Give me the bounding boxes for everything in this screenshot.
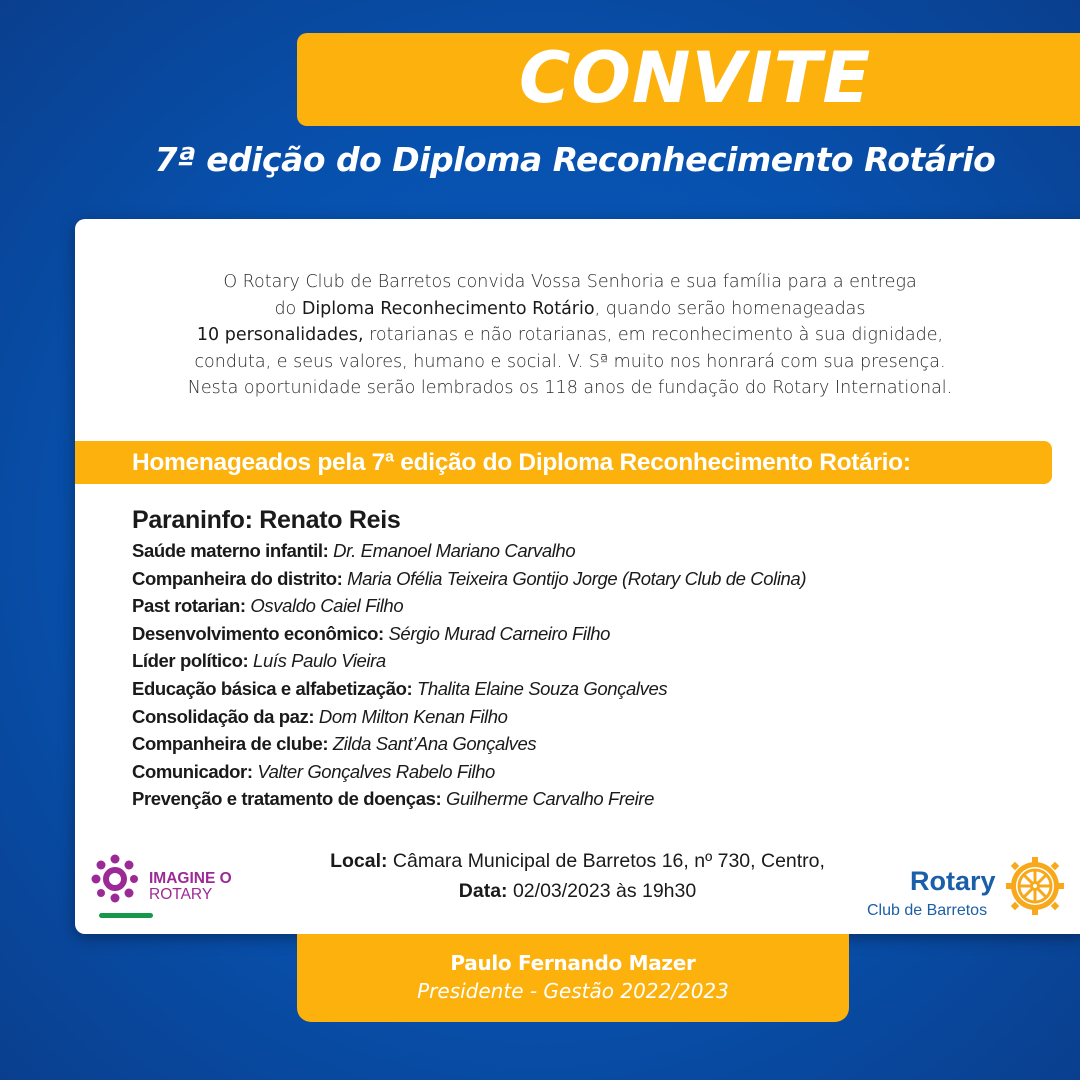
honoree-name: Dr. Emanoel Mariano Carvalho [328,540,576,561]
green-underline [99,913,153,918]
date-label: Data: [458,880,508,902]
honoree-name: Zilda Sant’Ana Gonçalves [328,733,537,755]
imagine-line2: ROTARY [149,886,213,903]
intro-line: O Rotary Club de Barretos convida Vossa Senhoria e sua família para a entrega [223,272,917,292]
imagine-line1: IMAGINE O [149,870,232,887]
list-item [132,567,806,595]
honoree-category: Desenvolvimento econômico: [132,622,384,644]
invitation-card [75,219,1080,934]
list-item [132,539,806,567]
list-item [132,649,806,677]
location-label: Local: [330,850,388,872]
intro-line: Nesta oportunidade serão lembrados os 118 anos de fundação do Rotary International. [187,378,953,398]
honoree-name: Osvaldo Caiel Filho [245,595,404,617]
honoree-category: Líder político: [132,650,249,672]
rotary-club-name: Club de Barretos [867,902,988,919]
honoree-category: Companheira de clube: [132,733,329,755]
president-banner [297,934,849,1022]
honorees-list [132,539,806,815]
intro-line [75,296,1065,323]
honoree-name: Thalita Elaine Souza Gonçalves [412,677,668,699]
honoree-category: Educação básica e alfabetização: [132,677,413,699]
rotary-wheel-icon [1005,856,1065,916]
list-item [132,787,806,815]
intro-text: do [274,298,302,319]
intro-text: rotarianas e não rotarianas, em reconhecimento à sua dignidade, [363,325,944,345]
page-title: CONVITE [519,37,872,119]
honorees-title: Homenageados pela 7ª edição do Diploma Reconhecimento Rotário: [132,449,911,476]
honoree-name: Luís Paulo Vieira [248,650,386,672]
intro-line [75,322,1065,349]
president-role: Presidente - Gestão 2022/2023 [417,979,729,1003]
list-item [132,594,806,622]
honoree-category: Past rotarian: [132,595,246,617]
honorees-banner [75,441,1052,484]
honoree-category: Comunicador: [132,760,253,782]
rotary-club-logo [865,852,1065,922]
date-value: 02/03/2023 às 19h30 [507,880,697,902]
list-item [132,622,806,650]
honoree-name: Maria Ofélia Teixeira Gontijo Jorge (Rotary Club de Colina) [342,567,807,589]
imagine-sun-icon [89,853,141,905]
honoree-category: Consolidação da paz: [132,705,315,727]
page-subtitle: 7ª edição do Diploma Reconhecimento Rotário [154,140,996,179]
intro-bold: 10 personalidades, [196,325,364,345]
rotary-wordmark: Rotary [910,866,996,896]
list-item [132,705,806,733]
list-item [132,677,806,705]
honoree-category: Prevenção e tratamento de doenças: [132,788,442,810]
imagine-text [149,871,232,903]
honoree-name: Sérgio Murad Carneiro Filho [383,622,611,644]
honoree-name: Valter Gonçalves Rabelo Filho [252,760,495,782]
imagine-rotary-logo [89,853,269,923]
intro-text: , quando serão homenageadas [594,298,866,319]
honoree-category: Saúde materno infantil: [132,540,329,561]
location-value: Câmara Municipal de Barretos 16, nº 730, Centro, [387,850,825,872]
paraninfo: Paraninfo: Renato Reis [132,506,401,534]
intro-line: conduta, e seus valores, humano e social. V. Sª muito nos honrará com sua presença. [194,351,946,372]
list-item [132,760,806,788]
list-item [132,732,806,760]
honoree-name: Guilherme Carvalho Freire [441,788,654,810]
president-name: Paulo Fernando Mazer [450,951,696,975]
honoree-name: Dom Milton Kenan Filho [314,705,508,727]
intro-bold: Diploma Reconhecimento Rotário [301,298,595,319]
intro-paragraph [75,269,1065,402]
honoree-category: Companheira do distrito: [132,567,343,589]
title-banner [297,33,1080,126]
